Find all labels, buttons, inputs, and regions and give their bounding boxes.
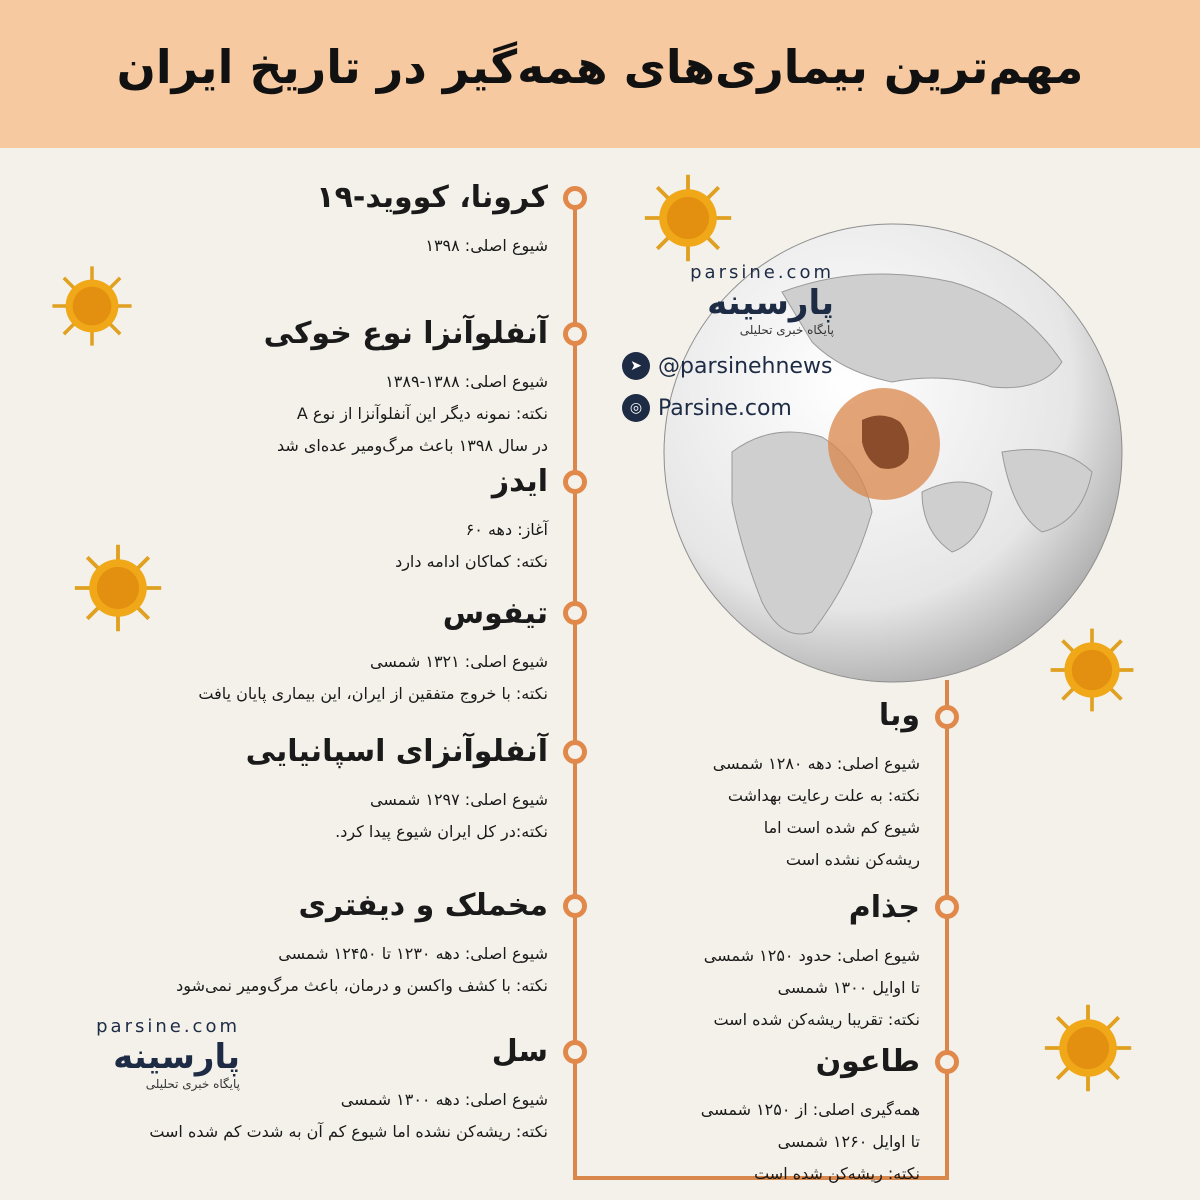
entry-line: نکته: با کشف واکسن و درمان، باعث مرگ‌ومیر نمی‌شود [176,976,548,995]
entry-line: شیوع اصلی: دهه ۱۲۳۰ تا ۱۲۴۵۰ شمسی [278,944,548,963]
entry-title: آنفلوآنزا نوع خوکی [263,316,548,351]
entry-line: شیوع اصلی: دهه ۱۲۸۰ شمسی [712,754,920,773]
brand-domain: parsine.com [96,1016,240,1037]
entry-line: نکته: با خروج متفقین از ایران، این بیماری پایان یافت [198,684,548,703]
timeline-dot [935,1050,959,1074]
entry-line: تا اوایل ۱۲۶۰ شمسی [777,1132,920,1151]
entry-line: نکته: ریشه‌کن شده است [754,1164,920,1183]
entry-title: ایدز [491,464,548,499]
website-text: Parsine.com [658,395,792,421]
entry-cholera [713,696,920,876]
entry-line: شیوع اصلی: ۱۳۹۸ [425,236,548,255]
telegram-icon: ➤ [622,352,650,380]
entry-swine-flu [264,314,548,462]
timeline-dot [563,322,587,346]
entry-title: سل [491,1034,548,1069]
telegram-handle [622,352,832,380]
entry-plague [701,1042,920,1190]
right-timeline-line [945,680,949,1180]
entry-line: شیوع اصلی: دهه ۱۳۰۰ شمسی [340,1090,548,1109]
entry-line: شیوع اصلی: ۱۲۹۷ شمسی [369,790,548,809]
website-link [622,394,792,422]
entry-line: شیوع اصلی: ۱۳۲۱ شمسی [369,652,548,671]
timeline-dot [563,601,587,625]
entry-leprosy [704,888,920,1036]
entry-aids [395,462,548,578]
globe-icon: ◎ [622,394,650,422]
timeline-dot [935,895,959,919]
entry-title: کرونا، کووید-۱۹ [316,180,548,215]
entry-title: جذام [848,890,920,925]
entry-covid [316,178,548,262]
page-title: مهم‌ترین بیماری‌های همه‌گیر در تاریخ ایران [116,40,1084,94]
entry-title: مخملک و دیفتری [298,888,548,923]
entry-line: شیوع اصلی: حدود ۱۲۵۰ شمسی [703,946,920,965]
brand-tagline: پایگاه خبری تحلیلی [739,323,834,337]
entry-line: نکته: تقریبا ریشه‌کن شده است [713,1010,920,1029]
virus-icon [1046,624,1138,716]
entry-line: نکته: به علت رعایت بهداشت [727,786,920,805]
brand-logo-bottom [30,1016,240,1091]
brand-name: پارسینه [113,1037,240,1077]
entry-title: وبا [878,698,920,733]
brand-tagline: پایگاه خبری تحلیلی [145,1077,240,1091]
virus-icon [48,262,136,350]
entry-scarlet-diphtheria [176,886,548,1002]
entry-line: نکته: ریشه‌کن نشده اما شیوع کم آن به شدت کم شده است [149,1122,548,1141]
timeline-dot [563,1040,587,1064]
timeline-dot [935,705,959,729]
brand-domain: parsine.com [690,262,834,283]
entry-line: نکته:در کل ایران شیوع پیدا کرد. [335,822,548,841]
timeline-dot [563,894,587,918]
entry-title: تیفوس [442,596,548,631]
virus-icon [640,170,736,266]
entry-line: شیوع اصلی: ۱۳۸۸-۱۳۸۹ [385,372,548,391]
entry-title: طاعون [815,1044,920,1079]
entry-line: در سال ۱۳۹۸ باعث مرگ‌ومیر عده‌ای شد [276,436,548,455]
brand-name: پارسینه [707,283,834,323]
entry-line: آغاز: دهه ۶۰ [465,520,548,539]
entry-title: آنفلوآنزای اسپانیایی [245,734,548,769]
header-band [0,0,1200,148]
telegram-text: @parsinehnews [658,353,833,379]
timeline-dot [563,186,587,210]
timeline-dot [563,470,587,494]
brand-logo-top [624,262,834,337]
entry-line: نکته: کماکان ادامه دارد [395,552,548,571]
entry-spanish-flu [246,732,548,848]
virus-icon [1040,1000,1136,1096]
entry-line: همه‌گیری اصلی: از ۱۲۵۰ شمسی [700,1100,920,1119]
virus-icon [70,540,166,636]
entry-line: شیوع کم شده است اما [763,818,920,837]
entry-line: ریشه‌کن نشده است [785,850,920,869]
entry-typhus [198,594,548,710]
entry-line: نکته: نمونه دیگر این آنفلوآنزا از نوع A [296,404,548,423]
entry-line: تا اوایل ۱۳۰۰ شمسی [777,978,920,997]
timeline-dot [563,740,587,764]
